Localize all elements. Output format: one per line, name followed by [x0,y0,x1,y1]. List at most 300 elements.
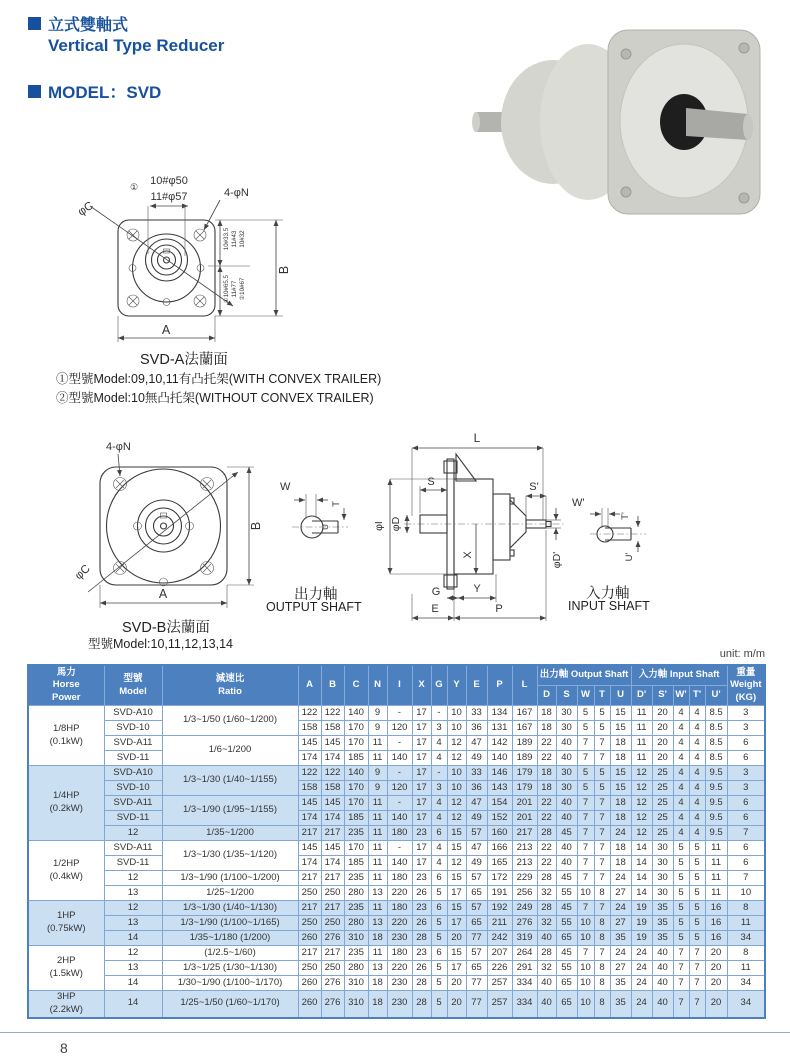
cell-value: 120 [387,721,412,736]
cell-value: 28 [412,976,431,991]
dim-label-phi-i: φI [373,521,385,531]
cell-value: 4 [689,781,705,796]
cell-value: 8 [594,886,610,901]
cell-value: 19 [631,901,652,916]
cell-value: 15 [610,766,631,781]
cell-value: 40 [556,841,577,856]
cell-value: 13 [368,916,387,931]
cell-value: 20 [652,751,673,766]
cell-value: 11 [368,871,387,886]
table-row [28,931,765,946]
cell-value: 7 [577,826,594,841]
cell-value: 49 [466,751,487,766]
table-row [28,736,765,751]
cell-value: 4 [673,796,689,811]
cell-value: 40 [652,991,673,1018]
header-output-col: W [577,686,594,706]
cell-value: 11 [368,811,387,826]
cell-value: 10 [577,931,594,946]
output-shaft-caption-zh: 出力軸 [294,587,338,603]
cell-value: 7 [577,736,594,751]
table-row [28,781,765,796]
cell-value: 8.5 [705,721,727,736]
cell-value: 10 [727,886,765,901]
cell-value: 7 [594,901,610,916]
cell-value: - [387,736,412,751]
cell-value: 22 [537,736,556,751]
cell-value: 4 [689,826,705,841]
cell-ratio: 1/25~1/200 [162,886,298,901]
cell-value: 5 [689,841,705,856]
cell-value: 14 [631,841,652,856]
cell-value: 280 [344,886,368,901]
footer-rule [0,1032,790,1033]
cell-value: 36 [466,781,487,796]
header-input-shaft-group: 入力軸 Input Shaft [631,665,727,686]
cell-value: 165 [487,856,512,871]
cell-value: 11 [631,751,652,766]
cell-value: 310 [344,976,368,991]
header-input-col: D' [631,686,652,706]
header-output-col: D [537,686,556,706]
cell-horse-power: 1/8HP (0.1kW) [28,706,104,766]
cell-value: 34 [727,991,765,1018]
cell-value: 4 [431,751,447,766]
cell-ratio: 1/3~1/30 (1/40~1/155) [162,766,298,796]
cell-value: 7 [594,826,610,841]
cell-value: 17 [412,751,431,766]
header-dim: L [512,665,537,706]
cell-value: 257 [487,976,512,991]
cell-value: 185 [344,856,368,871]
dim-label-u: U [321,524,330,530]
cell-ratio: 1/6~1/200 [162,736,298,766]
cell-value: 28 [537,871,556,886]
cell-value: 213 [512,841,537,856]
cell-value: 18 [610,751,631,766]
bullet-square-icon [28,17,41,30]
cell-value: 18 [368,976,387,991]
cell-value: 185 [344,811,368,826]
header-input-col: W' [673,686,689,706]
cell-value: 15 [447,871,466,886]
cell-model: 13 [104,886,162,901]
cell-value: 220 [387,961,412,976]
cell-value: 140 [387,751,412,766]
cell-value: 22 [537,751,556,766]
cell-value: 4 [673,781,689,796]
cell-value: 33 [466,766,487,781]
cell-value: 185 [344,751,368,766]
cell-value: 28 [537,901,556,916]
inner-dim-text-bottom [223,274,246,302]
cell-value: 5 [673,901,689,916]
cell-value: 7 [673,961,689,976]
cell-value: 40 [556,796,577,811]
cell-value: 319 [512,931,537,946]
cell-value: 8 [727,901,765,916]
cell-value: 8.5 [705,736,727,751]
cell-value: 213 [512,856,537,871]
cell-value: 250 [298,886,321,901]
cell-value: 229 [512,871,537,886]
cell-value: 7 [577,871,594,886]
header-dim: Y [447,665,466,706]
cell-value: 17 [412,766,431,781]
cell-value: - [387,766,412,781]
cell-value: 24 [610,871,631,886]
input-shaft-caption-en: INPUT SHAFT [568,599,650,613]
cell-value: 145 [321,736,344,751]
cell-value: 174 [321,856,344,871]
cell-value: 35 [652,916,673,931]
cell-value: 250 [321,961,344,976]
cell-value: 22 [537,811,556,826]
cell-value: 14 [631,886,652,901]
cell-value: 34 [727,931,765,946]
cell-value: 9.5 [705,766,727,781]
cell-value: 201 [512,811,537,826]
cell-value: 24 [631,976,652,991]
cell-value: 28 [537,946,556,961]
cell-value: 14 [631,871,652,886]
cell-value: 45 [556,901,577,916]
cell-value: 174 [298,856,321,871]
cell-value: 25 [652,796,673,811]
model-line: MODEL：SVD [48,83,162,102]
output-shaft-caption-en: OUTPUT SHAFT [266,600,362,614]
cell-value: 226 [487,961,512,976]
cell-value: 235 [344,826,368,841]
cell-value: 11 [727,961,765,976]
cell-value: 9.5 [705,811,727,826]
cell-value: 30 [652,871,673,886]
cell-value: 12 [447,736,466,751]
cell-value: 5 [431,916,447,931]
cell-value: - [431,766,447,781]
header-input-col: S' [652,686,673,706]
product-photo [448,16,773,228]
page-number: 8 [60,1040,68,1056]
cell-value: 22 [537,856,556,871]
cell-value: 18 [610,736,631,751]
cell-value: 158 [321,781,344,796]
cell-value: 7 [727,826,765,841]
cell-value: 4 [431,796,447,811]
cell-value: 7 [577,796,594,811]
cell-value: 5 [577,706,594,721]
cell-value: 55 [556,886,577,901]
cell-value: 7 [673,991,689,1018]
svg-text:②10#67: ②10#67 [239,277,246,301]
cell-value: - [387,841,412,856]
dim-label-w-prime: W' [572,497,585,509]
cell-value: 26 [412,886,431,901]
cell-ratio: 1/25~1/50 (1/60~1/170) [162,991,298,1018]
cell-value: 7 [594,736,610,751]
cell-value: 49 [466,811,487,826]
cell-value: 7 [689,961,705,976]
header-output-col: T [594,686,610,706]
cell-value: 6 [727,841,765,856]
cell-value: 55 [556,916,577,931]
cell-value: 122 [298,706,321,721]
cell-ratio: 1/3~1/30 (1/35~1/120) [162,841,298,871]
cell-value: 10 [577,961,594,976]
spec-table [27,664,766,1019]
cell-value: 217 [321,946,344,961]
cell-value: 152 [487,811,512,826]
cell-value: 7 [577,856,594,871]
cell-value: - [387,796,412,811]
dim-label-a: A [158,587,168,601]
cell-value: 7 [594,871,610,886]
cell-value: 18 [368,991,387,1018]
cell-value: 257 [487,991,512,1018]
cell-value: 220 [387,916,412,931]
cell-value: 4 [673,766,689,781]
cell-model: SVD-10 [104,781,162,796]
cell-value: 11 [631,706,652,721]
cell-value: 8 [594,991,610,1018]
cell-value: 4 [673,826,689,841]
cell-value: 12 [631,826,652,841]
header-output-shaft-group: 出力軸 Output Shaft [537,665,631,686]
cell-value: 170 [344,781,368,796]
cell-value: 15 [447,901,466,916]
header-model: 型號 Model [104,665,162,706]
cell-value: 7 [594,751,610,766]
svg-text:11#77: 11#77 [231,280,238,298]
cell-value: 3 [727,781,765,796]
cell-value: 19 [631,916,652,931]
table-row [28,871,765,886]
cell-value: 24 [610,826,631,841]
cell-value: 6 [727,796,765,811]
cell-value: 3 [431,781,447,796]
cell-ratio: 1/3~1/25 (1/30~1/130) [162,961,298,976]
cell-value: 35 [610,991,631,1018]
cell-value: 5 [673,916,689,931]
cell-value: 172 [487,871,512,886]
cell-model: SVD-11 [104,811,162,826]
dim-label-l: L [473,431,481,445]
cell-value: 6 [727,856,765,871]
cell-value: 11 [368,841,387,856]
cell-value: 7 [594,856,610,871]
cell-value: 5 [577,781,594,796]
cell-value: 217 [298,901,321,916]
page-title-zh: 立式雙軸式 [48,17,129,34]
dim-label-phi-d: φD [390,516,402,532]
cell-value: 23 [412,901,431,916]
cell-value: 3 [727,721,765,736]
cell-value: 7 [594,841,610,856]
cell-value: 40 [556,811,577,826]
cell-value: 230 [387,931,412,946]
cell-value: 17 [447,886,466,901]
cell-value: 158 [298,721,321,736]
dim-label-a: A [161,323,171,337]
cell-value: 122 [321,766,344,781]
cell-value: 291 [512,961,537,976]
cell-value: 5 [673,931,689,946]
cell-value: 25 [652,781,673,796]
cell-value: 8 [727,946,765,961]
cell-value: 30 [556,781,577,796]
cell-value: 174 [321,751,344,766]
cell-value: 7 [594,811,610,826]
cell-value: 17 [412,811,431,826]
cell-value: 10 [447,781,466,796]
cell-value: 16 [705,931,727,946]
cell-value: 8 [594,976,610,991]
spec-table-head [28,665,765,706]
cell-value: 179 [512,766,537,781]
cell-value: 24 [610,946,631,961]
cell-value: 16 [705,901,727,916]
cell-value: 217 [298,871,321,886]
cell-value: 9 [368,781,387,796]
cell-value: 45 [556,946,577,961]
cell-horse-power: 1/2HP (0.4kW) [28,841,104,901]
cell-value: 6 [431,946,447,961]
cell-ratio: 1/3~1/50 (1/60~1/200) [162,706,298,736]
cell-value: 276 [321,976,344,991]
cell-value: 15 [447,841,466,856]
cell-value: 230 [387,976,412,991]
cell-value: 189 [512,736,537,751]
cell-value: 11 [705,841,727,856]
cell-value: 10 [577,886,594,901]
cell-value: 5 [673,841,689,856]
cell-value: 40 [652,976,673,991]
cell-value: 334 [512,976,537,991]
header-dim: I [387,665,412,706]
cell-value: 30 [652,841,673,856]
cell-value: 131 [487,721,512,736]
cell-value: 17 [412,856,431,871]
cell-value: 5 [431,976,447,991]
cell-value: 145 [298,841,321,856]
cell-value: 4 [689,811,705,826]
cell-value: 20 [705,991,727,1018]
cell-value: 6 [431,871,447,886]
flange-b-models-caption: 型號Model:10,11,12,13,14 [88,637,234,651]
cell-value: 4 [673,706,689,721]
cell-value: 120 [387,781,412,796]
cell-value: 260 [298,931,321,946]
cell-value: 11 [368,826,387,841]
cell-value: 10 [447,706,466,721]
header-dim: X [412,665,431,706]
cell-model: 13 [104,961,162,976]
cell-value: 5 [673,886,689,901]
table-row [28,946,765,961]
cell-value: 10 [577,991,594,1018]
cell-value: 4 [689,706,705,721]
cell-value: 28 [412,991,431,1018]
table-row [28,991,765,1018]
cell-value: 7 [594,796,610,811]
cell-model: 13 [104,916,162,931]
cell-value: 170 [344,796,368,811]
cell-value: 310 [344,931,368,946]
cell-value: 250 [298,961,321,976]
cell-value: 47 [466,736,487,751]
cell-value: 167 [512,721,537,736]
dim-label-phi-d-prime: φD' [551,551,563,569]
header-dim: C [344,665,368,706]
cell-value: 217 [321,826,344,841]
cell-value: 23 [412,871,431,886]
cell-value: 158 [298,781,321,796]
cell-value: 4 [689,736,705,751]
cell-value: 65 [466,961,487,976]
cell-value: 11 [705,856,727,871]
cell-value: 4 [689,721,705,736]
cell-value: 249 [512,901,537,916]
cell-value: 143 [487,781,512,796]
cell-value: 11 [368,796,387,811]
cell-value: 57 [466,826,487,841]
cell-value: 250 [321,916,344,931]
cell-value: 9 [368,706,387,721]
table-row [28,901,765,916]
cell-model: 12 [104,946,162,961]
cell-value: 45 [556,871,577,886]
cell-value: 7 [577,901,594,916]
cell-value: 334 [512,991,537,1018]
cell-model: 12 [104,871,162,886]
cell-value: 5 [673,856,689,871]
dim-label-t: T [331,501,342,507]
cell-value: 27 [610,886,631,901]
cell-value: 174 [298,751,321,766]
cell-value: 57 [466,901,487,916]
flange-a-note-1: ①型號Model:09,10,11有凸托架(WITH CONVEX TRAILER) [56,372,382,386]
cell-value: 5 [431,886,447,901]
cell-value: 35 [610,976,631,991]
table-row [28,961,765,976]
header-dim: A [298,665,321,706]
cell-value: 33 [466,706,487,721]
cell-value: 264 [512,946,537,961]
dim-label-w: W [280,481,291,493]
cell-value: 18 [537,766,556,781]
cell-value: 65 [466,916,487,931]
cell-value: 20 [705,961,727,976]
cell-value: 40 [652,961,673,976]
cell-value: 217 [321,901,344,916]
cell-value: 40 [537,931,556,946]
cell-value: 35 [652,901,673,916]
dim-label-g: G [431,586,441,598]
cell-value: 12 [631,766,652,781]
cell-value: 20 [447,991,466,1018]
circled-1-mark: ① [129,182,139,192]
cell-value: - [387,706,412,721]
table-row [28,796,765,811]
cell-value: 192 [487,901,512,916]
cell-value: 11 [368,946,387,961]
svg-text:11#43: 11#43 [231,230,238,248]
cell-value: 32 [537,916,556,931]
cell-value: 145 [321,841,344,856]
hole-dim-label-11: 11#φ57 [150,191,188,203]
cell-value: 10 [447,766,466,781]
cell-value: 20 [447,931,466,946]
